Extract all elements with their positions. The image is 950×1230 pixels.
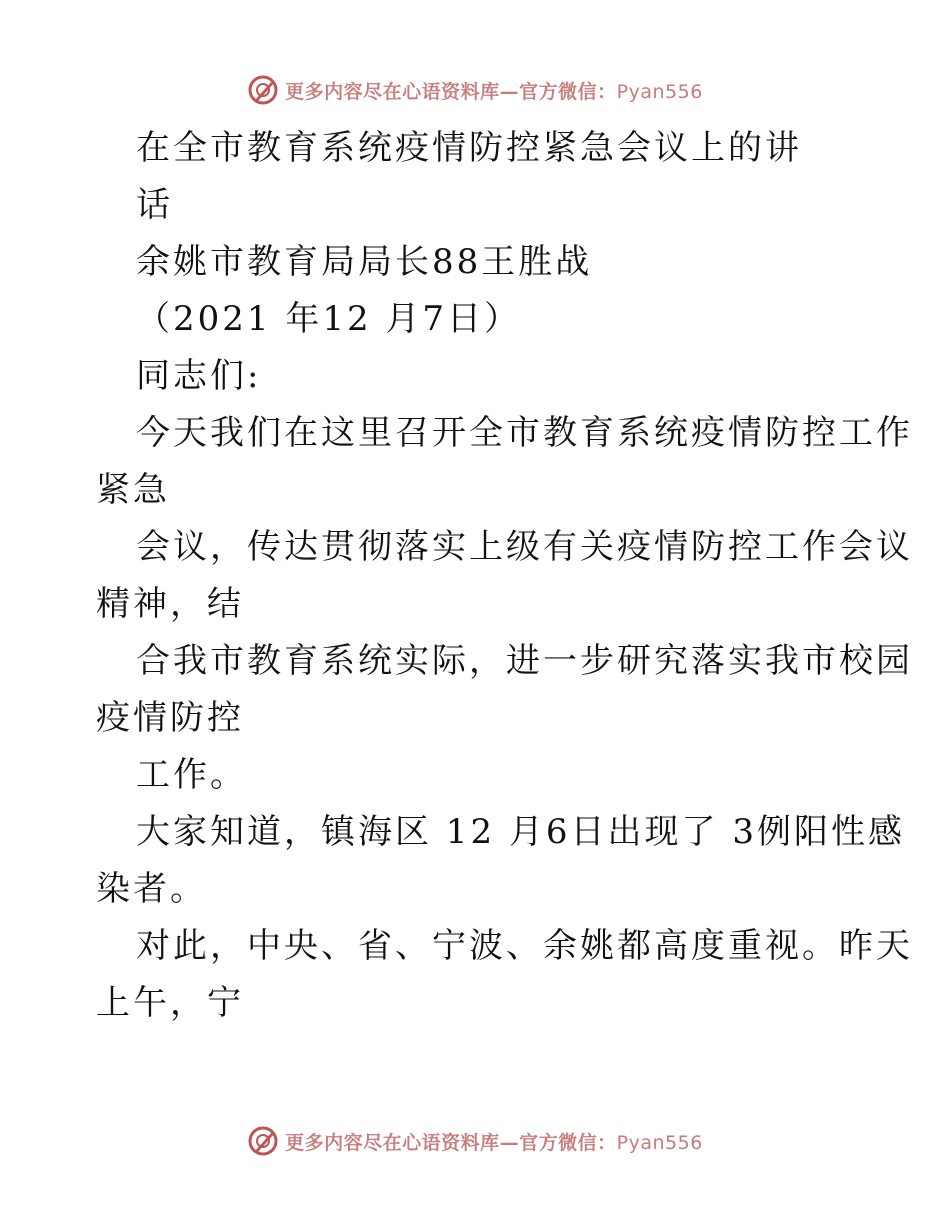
paragraph-line: 合我市教育系统实际，进一步研究落实我市校园 [136,641,913,681]
brush-logo-icon [247,1125,279,1157]
footer-watermark [0,1121,950,1161]
paragraph-line: 疫情防控 [96,698,244,738]
paragraph-line: 上午，宁 [96,983,244,1023]
paragraph-line: 紧急 [96,470,170,510]
brush-logo-icon [247,74,279,106]
paragraph-line: 会议，传达贯彻落实上级有关疫情防控工作会议 [136,527,913,567]
title-line-1: 在全市教育系统疫情防控紧急会议上的讲 [136,128,802,168]
paragraph-line: 对此，中央、省、宁波、余姚都高度重视。昨天 [136,926,913,966]
paragraph-line: 大家知道，镇海区 12 月6日出现了 3例阳性感 [136,812,905,852]
paragraph-line: 精神，结 [96,584,244,624]
date-line: （2021 年12 月7日） [136,299,522,339]
watermark-text: 更多内容尽在心语资料库—官方微信：Pyan556 [285,1131,703,1154]
document-body [96,120,913,1032]
title-line-2: 话 [136,185,173,225]
header-watermark [0,70,950,110]
paragraph-line: 工作。 [136,755,247,795]
paragraph-line: 今天我们在这里召开全市教育系统疫情防控工作 [136,413,913,453]
salutation-line: 同志们: [136,356,262,396]
author-line: 余姚市教育局局长88王胜战 [136,242,593,282]
watermark-text: 更多内容尽在心语资料库—官方微信：Pyan556 [285,80,703,103]
paragraph-line: 染者。 [96,869,207,909]
